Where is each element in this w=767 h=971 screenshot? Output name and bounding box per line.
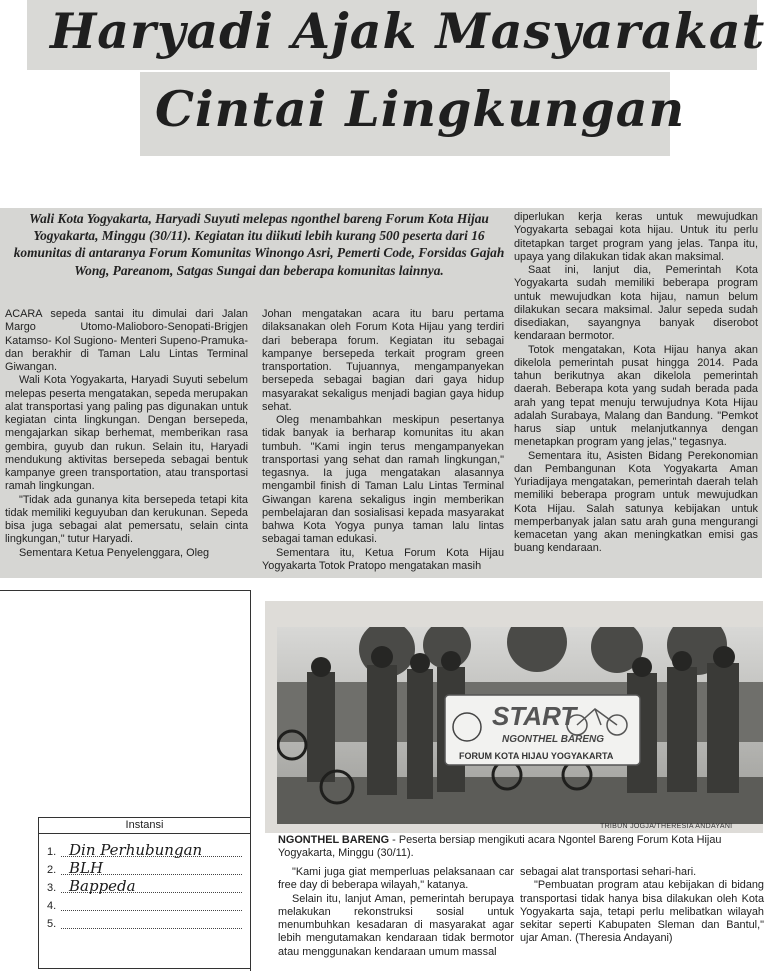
paragraph: Wali Kota Yogyakarta, Haryadi Suyuti sebelum melepas peserta mengatakan, sepeda merupakan alat transportasi yang paling pas digunakan untuk kegiatan cinta lingkungan. Dengan bersepeda, mengajarkan sikap berhemat, memberikan rasa gembira, guyub dan rukun. Selain itu, Haryadi mendukung aktivitas bersepeda sebagai bentuk kampanye green transportation, atau transportasi ramah lingkungan.	[5, 374, 248, 493]
instansi-row	[47, 914, 242, 932]
paragraph: Sementara Ketua Penyelenggara, Oleg	[19, 546, 210, 559]
instansi-row-number: 5.	[47, 918, 57, 930]
instansi-row-number: 2.	[47, 864, 57, 876]
instansi-row	[47, 860, 242, 878]
instansi-row	[47, 878, 242, 896]
banner-start-text: START	[492, 701, 577, 731]
instansi-handwritten-entry: Bappeda	[69, 877, 136, 895]
caption-lead: NGONTHEL BARENG	[278, 834, 390, 846]
cyclists-photo-illustration	[277, 627, 763, 824]
instansi-row-number: 4.	[47, 900, 57, 912]
paragraph: Selain itu, lanjut Aman, pemerintah berupaya melakukan rekonstruksi sosial untuk menumbuhkan kesadaran di masyarakat agar lebih mengutamakan kendaraan tidak bermotor atau menggunakan kendaraan umum massal	[278, 892, 514, 958]
instansi-row-number: 1.	[47, 846, 57, 858]
banner-forum-text: FORUM KOTA HIJAU YOGYAKARTA	[459, 751, 614, 761]
paragraph: Sementara itu, Ketua Forum Kota Hijau Yogyakarta Totok Pratopo mengatakan masih	[262, 546, 504, 572]
instansi-handwritten-entry: Din Perhubungan	[69, 841, 203, 859]
paragraph: sebagai alat transportasi sehari-hari.	[520, 866, 697, 878]
instansi-stamp	[38, 817, 251, 969]
headline-line-2: Cintai Lingkungan	[155, 80, 686, 138]
paragraph: Sementara itu, Asisten Bidang Perekonomian dan Pembangunan Kota Yogyakarta Aman Yuriadijaya mengatakan, pemerintah daerah telah memiliki beberapa program untuk mewujudkan Kota Hijau. Salah satunya kebijakan untuk memperbanyak jalan satu arah guna mengurangi kemacetan yang akan meningkatkan emisi gas buang kendaraan.	[514, 449, 758, 555]
paragraph: Johan mengatakan acara itu baru pertama dilaksanakan oleh Forum Kota Hijau yang terdiri dari beberapa forum. Kegiatan itu sebagai kampanye bersepeda terkait program green transportation. Tujuannya, mengampanyekan bersepeda sebagai bagian dari gaya hidup masyarakat sekaligus menjadi bagian gaya hidup sehat.	[262, 308, 504, 413]
news-photo	[277, 627, 763, 824]
article-column-1	[5, 308, 248, 560]
instansi-row-number: 3.	[47, 882, 57, 894]
instansi-handwritten-entry: BLH	[69, 859, 104, 877]
photo-caption	[278, 834, 764, 861]
paragraph: "Kami juga giat memperluas pelaksanaan car free day di beberapa wilayah," katanya.	[278, 866, 514, 892]
paragraph: diperlukan kerja keras untuk mewujudkan Yogyakarta sebagai kota hijau. Untuk itu perlu ditetapkan target program yang jelas. Tanpa itu, upaya yang dilakukan tidak akan maksimal.	[514, 211, 758, 263]
article-column-3	[514, 211, 758, 556]
bottom-column-1	[278, 866, 514, 959]
paragraph: Oleg menambahkan meskipun pesertanya tidak banyak ia berharap komunitas itu akan tumbuh. "Kami ingin terus mengampanyekan transportasi yang sehat dan ramah lingkungan," tegasnya. Ia juga mengatakan alasannya mengambil finish di Taman Lalu Lintas Terminal Giwangan karena sekaligus ingin memberikan pembelajaran dan sosialisasi kepada masyarakat bahwa Kota Yogya punya taman lalu lintas sebagai taman edukasi.	[262, 414, 504, 546]
paragraph: "Pembuatan program atau kebijakan di bidang transportasi tidak hanya bisa dilakukan oleh Kota Yogyakarta saja, tetapi perlu melibatkan wilayah sekitar seperti Kabupaten Sleman dan Bantul," ujar Aman. (Theresia Andayani)	[520, 879, 764, 945]
instansi-row	[47, 842, 242, 860]
article-body	[0, 208, 762, 578]
dotted-line	[61, 910, 242, 911]
headline-line-1: Haryadi Ajak Masyarakat	[50, 2, 766, 60]
lead-paragraph: Wali Kota Yogyakarta, Haryadi Suyuti melepas ngonthel bareng Forum Kota Hijau Yogyakarta, Minggu (30/11). Kegiatan itu diikuti lebih kurang 500 peserta dari 16 komunitas di antaranya Forum Komunitas Winongo Asri, Pemerti Code, Forsidas Gajah Wong, Pareanom, Satgas Sungai dan beberapa komunitas lainnya.	[13, 211, 505, 278]
instansi-row	[47, 896, 242, 914]
paragraph: ACARA sepeda santai itu dimulai dari Jalan Margo Utomo-Malioboro-Senopati-Brigjen Katamso- Kol Sugiono- Menteri Supeno-Pramuka- dan berakhir di Taman Lalu Lintas Terminal Giwangan.	[5, 308, 248, 373]
dotted-line	[61, 928, 242, 929]
paragraph: Totok mengatakan, Kota Hijau hanya akan dikelola pemerintah pusat hingga 2014. Pada tahun berikutnya akan dikelola pemerintah daerah. Beberapa kota yang sudah berada pada arah yang tepat menuju terwujudnya Kota Hijau adalah Surabaya, Malang dan Bandung. "Pemkot harus siap untuk melanjutkannya dengan menetapkan program yang jelas," tegasnya.	[514, 343, 758, 449]
instansi-title: Instansi	[39, 818, 250, 834]
photo-credit: TRIBUN JOGJA/THERESIA ANDAYANI	[600, 823, 733, 830]
paragraph: "Tidak ada gunanya kita bersepeda tetapi kita tidak memiliki keguyuban dan kerukunan. Sepeda bisa juga sebagai alat pemersatu, selain cinta lingkungan," tutur Haryadi.	[5, 493, 248, 546]
article-column-2	[262, 308, 504, 573]
caption-text: - Peserta bersiap mengikuti acara Ngontel Bareng Forum Kota Hijau Yogyakarta, Minggu (30/11).	[278, 834, 722, 860]
bottom-column-2	[520, 866, 764, 946]
paragraph: Saat ini, lanjut dia, Pemerintah Kota Yogyakarta sudah memiliki beberapa program untuk mewujudkan kota hijau, namun belum dilakukan secara maksimal. Jalur sepeda sudah disediakan, sayangnya banyak diserobot kendaraan bermotor.	[514, 264, 758, 343]
banner-ngonthel-text: NGONTHEL BARENG	[502, 734, 605, 745]
